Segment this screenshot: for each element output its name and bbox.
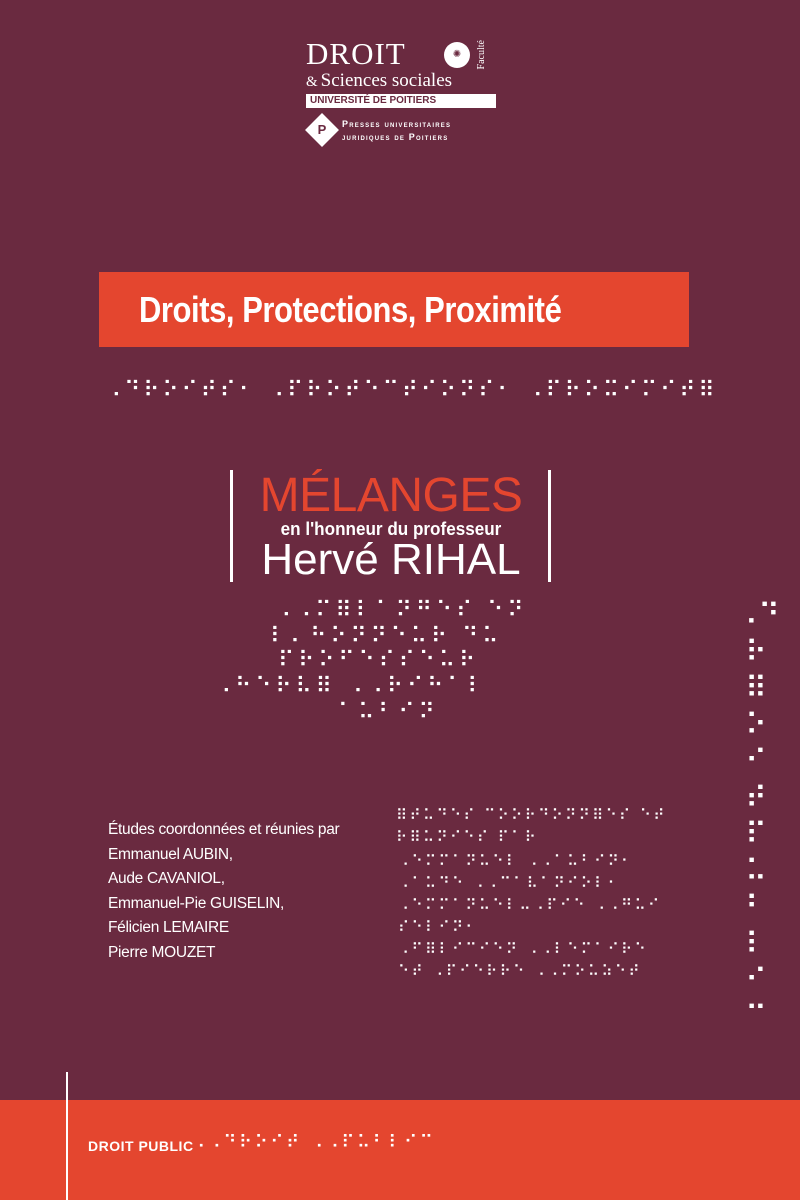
vertical-braille-cell: ⠕ xyxy=(745,707,767,743)
footer-band xyxy=(0,1100,800,1200)
faculty-logo-subtitle xyxy=(306,70,498,93)
coordinators-braille-line: ⠠⠑⠍⠍⠁⠝⠥⠑⠇⠤⠠⠏⠊⠑ ⠠⠠⠛⠥⠊ xyxy=(398,896,662,914)
vertical-braille-cell: ⠠⠙ xyxy=(736,598,780,633)
vertical-braille-cell: ⠊ xyxy=(745,963,767,998)
series-braille: ⠠⠠⠙⠗⠕⠊⠞ ⠠⠠⠏⠥⠃⠇⠊⠉ xyxy=(192,1132,436,1153)
honouree-name: Hervé RIHAL xyxy=(261,535,521,584)
coordinators-braille-line: ⠑⠞ ⠠⠏⠊⠑⠗⠗⠑ ⠠⠠⠍⠕⠥⠵⠑⠞ xyxy=(398,962,642,980)
melanges-braille-line: ⠠⠠⠍⠿⠇⠁⠝⠛⠑⠎ ⠑⠝ xyxy=(275,598,528,623)
vertical-braille-cell: ⠿ xyxy=(745,671,767,706)
title-band xyxy=(99,272,689,347)
right-bracket-bar xyxy=(548,470,551,582)
faculty-vertical-label: Faculté xyxy=(476,40,487,70)
melanges-heading: MÉLANGES xyxy=(259,469,523,522)
vertical-braille-cell: ⠇ xyxy=(745,926,767,962)
coordinators-braille-line: ⠿⠞⠥⠙⠑⠎ ⠉⠕⠕⠗⠙⠕⠝⠝⠿⠑⠎ ⠑⠞ xyxy=(396,806,667,824)
university-label: UNIVERSITÉ DE POITIERS xyxy=(306,94,496,108)
ampersand-icon: & xyxy=(306,74,318,90)
vertical-braille-cell: ⠉ xyxy=(745,999,767,1035)
editor-name: Emmanuel AUBIN, xyxy=(108,845,233,863)
coordinators-braille-line: ⠠⠑⠍⠍⠁⠝⠥⠑⠇ ⠠⠠⠁⠥⠃⠊⠝⠂ xyxy=(398,852,635,870)
presses-emblem-icon: P xyxy=(305,113,339,147)
vertical-braille-cell: ⠥ xyxy=(745,853,767,889)
coordinators-braille-line: ⠗⠿⠥⠝⠊⠑⠎ ⠏⠁⠗ xyxy=(396,828,539,846)
vertical-braille-cell: ⠊ xyxy=(745,744,767,779)
left-bracket-bar xyxy=(230,470,233,582)
coordinators-braille-line: ⠠⠁⠥⠙⠑ ⠠⠠⠉⠁⠧⠁⠝⠊⠕⠇⠂ xyxy=(398,874,622,892)
melanges-braille-line: ⠇⠄⠓⠕⠝⠝⠑⠥⠗ ⠙⠥ xyxy=(270,624,503,649)
melanges-braille-line: ⠠⠓⠑⠗⠧⠿ ⠠⠠⠗⠊⠓⠁⠇ xyxy=(215,674,488,699)
editor-name: Félicien LEMAIRE xyxy=(108,919,229,936)
editor-name: Aude CAVANIOL, xyxy=(108,870,225,887)
faculty-logo-word: DROIT xyxy=(306,36,406,71)
footer-divider xyxy=(66,1072,68,1200)
presses-line-1: Presses universitaires xyxy=(342,119,452,129)
editor-name: Pierre MOUZET xyxy=(108,943,216,961)
coordinators-braille-line: ⠎⠑⠇⠊⠝⠂ xyxy=(398,918,479,936)
melanges-braille-line: ⠏⠗⠕⠋⠑⠎⠎⠑⠥⠗ xyxy=(278,648,480,673)
coordinators-braille-line: ⠠⠋⠿⠇⠊⠉⠊⠑⠝ ⠠⠠⠇⠑⠍⠁⠊⠗⠑ xyxy=(398,940,649,958)
presses-name xyxy=(342,118,451,144)
book-title-braille: ⠠⠙⠗⠕⠊⠞⠎⠂ ⠠⠏⠗⠕⠞⠑⠉⠞⠊⠕⠝⠎⠂ ⠠⠏⠗⠕⠭⠊⠍⠊⠞⠿ xyxy=(105,378,718,403)
presses-line-2: juridiques de Poitiers xyxy=(342,132,449,142)
university-seal-icon: ✺ xyxy=(444,42,470,68)
honour-line: en l'honneur du professeur xyxy=(280,519,502,539)
faculty-logo xyxy=(306,38,498,108)
melanges-braille-line: ⠁⠥⠃⠊⠝ xyxy=(338,700,439,725)
vertical-braille-cell: ⠏ xyxy=(745,817,767,852)
editor-name: Emmanuel-Pie GUISELIN, xyxy=(108,894,285,912)
series-label: DROIT PUBLIC xyxy=(88,1138,194,1154)
vertical-braille-cell: ⠞ xyxy=(745,780,767,816)
presses-logo xyxy=(310,118,510,148)
coordinators-block xyxy=(108,818,398,965)
vertical-braille-cell: ⠗ xyxy=(745,634,767,670)
vertical-braille-cell: ⠃ xyxy=(745,890,767,925)
coordination-lead: Études coordonnées et réunies par xyxy=(108,821,340,838)
faculty-logo-subtitle-text: Sciences sociales xyxy=(320,70,453,91)
vertical-braille-column xyxy=(736,598,780,1036)
book-title: Droits, Protections, Proximité xyxy=(139,289,562,330)
